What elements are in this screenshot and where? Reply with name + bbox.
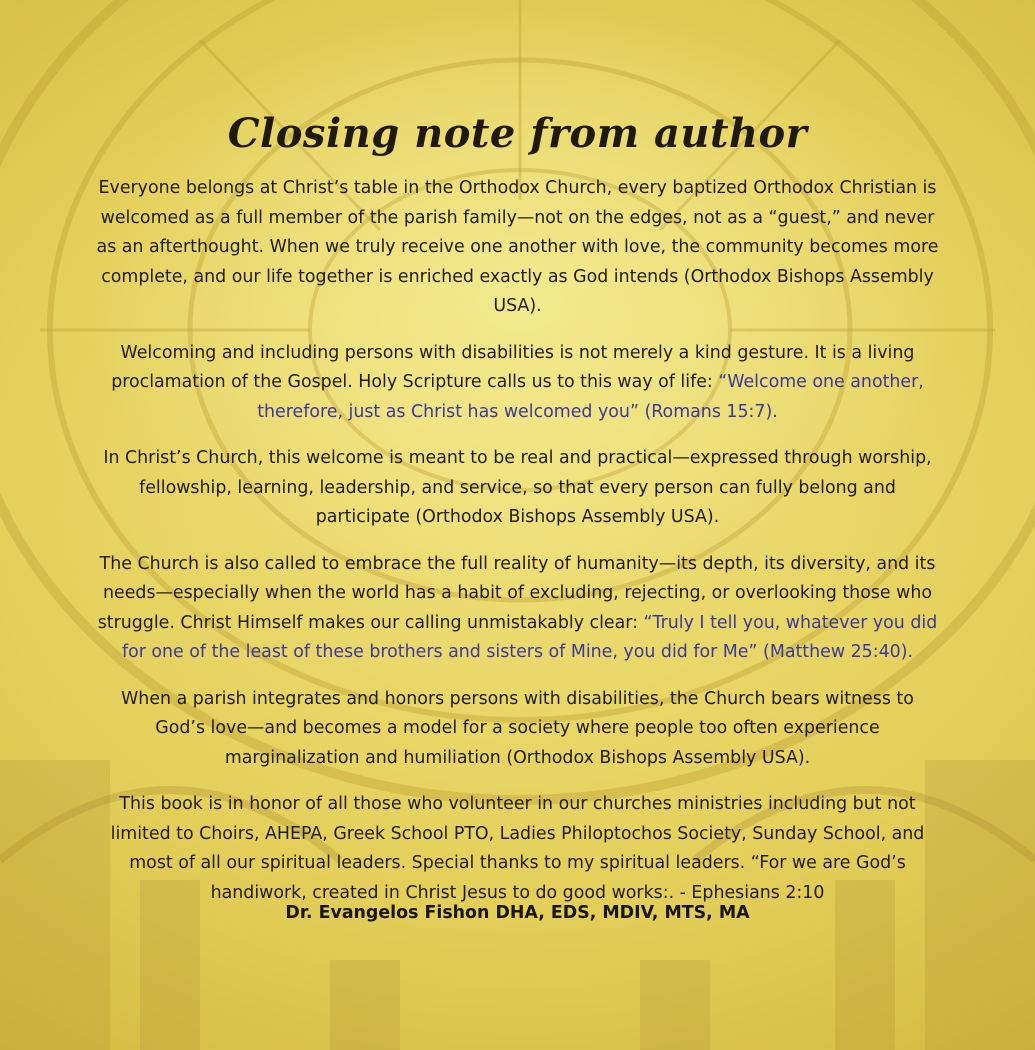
paragraph-welcoming [95, 339, 940, 428]
page-title: Closing note from author [227, 110, 808, 157]
author-signature: Dr. Evangelos Fishon DHA, EDS, MDIV, MTS, MA [285, 903, 750, 923]
paragraph-dedication [95, 790, 940, 908]
paragraph-text: This book is in honor of all those who volunteer in our churches ministries including but not limited to Choirs, AHEPA, Greek School PTO, Ladies Philoptochos Society, Sunday School, and most of all our spiritual leaders. Special thanks to my spiritual leaders. “For we are God’s handiwork, created in Christ Jesus to do good works:. - Ephesians 2:10 [110, 794, 925, 903]
scripture-quote-matthew: “Truly I tell you, whatever you did for one of the least of these brothers and sisters of Mine, you did for Me” (Matthew 25:40). [121, 612, 938, 662]
paragraph-text: Welcoming and including persons with disabilities is not merely a kind gesture. It is a living proclamation of the Gospel. Holy Scripture calls us to this way of life: [111, 342, 915, 392]
closing-note [95, 108, 940, 924]
paragraph-text: The Church is also called to embrace the full reality of humanity—its depth, its diversity, and its needs—especially when the world has a habit of excluding, rejecting, or overlooking those who struggle. Christ Himself makes our calling unmistakably clear: [97, 553, 936, 633]
scripture-quote-romans: “Welcome one another, therefore, just as Christ has welcomed you” (Romans 15:7). [257, 372, 924, 422]
paragraph-humanity [95, 550, 940, 668]
paragraph-text: In Christ’s Church, this welcome is meant to be real and practical—expressed through worship, fellowship, learning, leadership, and service, so that every person can fully belong and participate (Orthodox Bishops Assembly USA). [103, 448, 932, 527]
paragraph-belonging [95, 174, 940, 322]
paragraph-parish-witness [95, 685, 940, 774]
paragraph-text: Everyone belongs at Christ’s table in the Orthodox Church, every baptized Orthodox Christian is welcomed as a full member of the parish family—not on the edges, not as a “guest,” and never as an afterthought. When we truly receive one another with love, the community becomes more complete, and our life together is enriched exactly as God intends (Orthodox Bishops Assembly USA). [96, 178, 939, 316]
paragraph-practical-welcome [95, 444, 940, 533]
paragraph-text: When a parish integrates and honors persons with disabilities, the Church bears witness to God’s love—and becomes a model for a society where people too often experience marginalization and humiliation (Orthodox Bishops Assembly USA). [121, 688, 914, 768]
